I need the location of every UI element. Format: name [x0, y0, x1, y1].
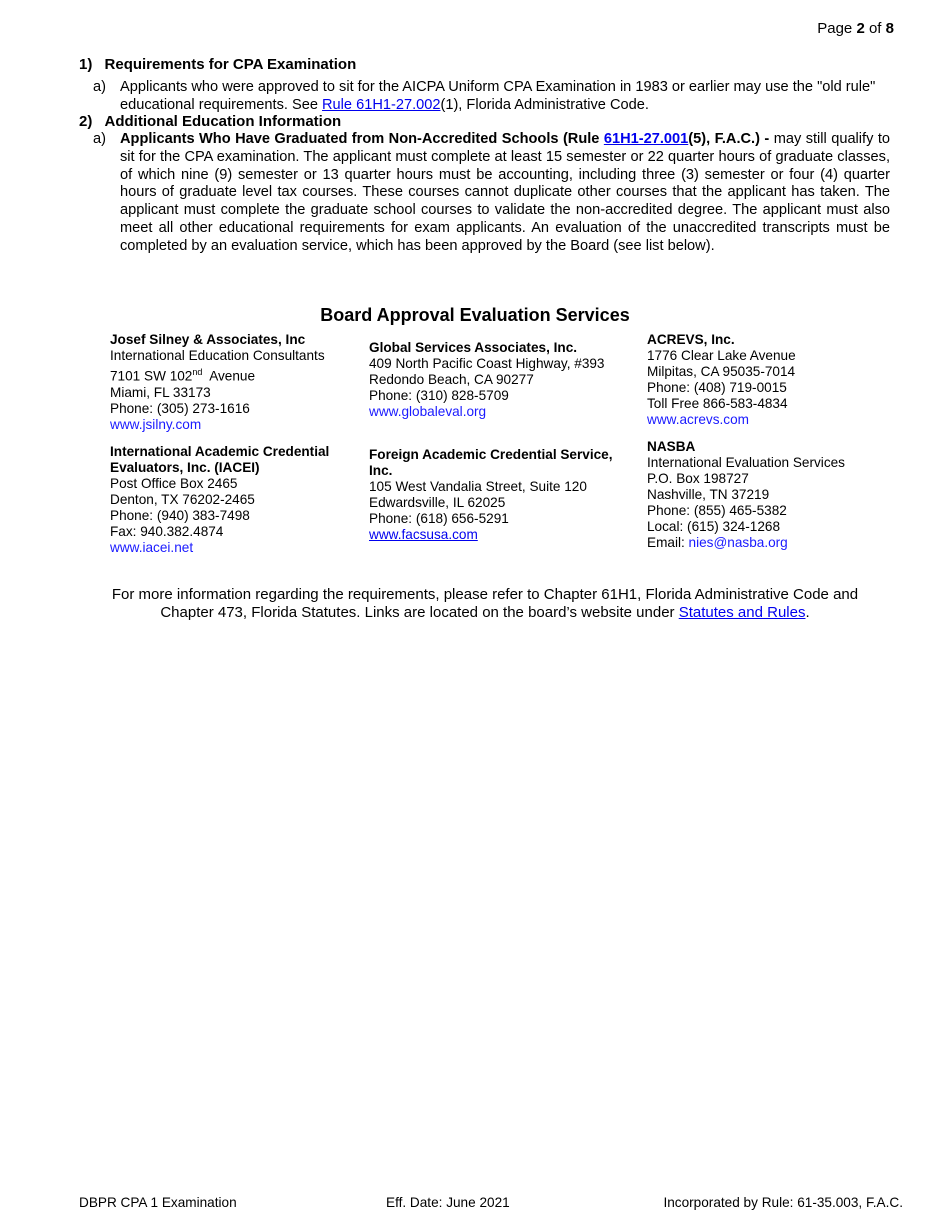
service-column-1: Josef Silney & Associates, Inc International Education Consultants 7101 SW 102nd Avenue Miami, FL 33173 Phone: (305) 273-1616 www.jsilny.com International Academic Credential Evaluators, Inc. (IACEI) Post Office Box 2465 Denton, TX 76202-2465 Phone: (940) 383-7498 Fax: 940.382.4874 www.iacei.net: [110, 332, 360, 556]
facs-name: Foreign Academic Credential Service, Inc.: [369, 447, 613, 478]
section1-item-a-text: Applicants who were approved to sit for the AICPA Uniform CPA Examination in 1983 or earlier may use the "old rule" educational requirements. See Rule 61H1-27.002(1), Florida Administrative Code.: [120, 79, 876, 113]
jsilny-website-link[interactable]: www.jsilny.com: [110, 416, 202, 432]
nasba-email: Email: nies@nasba.org: [647, 535, 788, 550]
iacei-website-link[interactable]: www.iacei.net: [110, 539, 194, 555]
section1-heading: 1) Requirements for CPA Examination: [79, 56, 357, 73]
jsilny-name: Josef Silney & Associates, Inc: [110, 332, 306, 347]
statutes-and-rules-link[interactable]: Statutes and Rules: [678, 604, 806, 621]
nasba-name: NASBA: [647, 439, 696, 454]
service-column-3: ACREVS, Inc. 1776 Clear Lake Avenue Milpitas, CA 95035-7014 Phone: (408) 719-0015 Toll Free 866-583-4834 www.acrevs.com NASBA International Evaluation Services P.O. Box 198727 Nashville, TN 37219 Phone: (855) 465-5382 Local: (615) 324-1268 Email: nies@nasba.org: [647, 332, 887, 551]
footer-form-id: DBPR CPA 1 Examination: [79, 1195, 237, 1210]
rule-61h1-27-001-link[interactable]: 61H1-27.001: [603, 131, 689, 147]
global-website-link[interactable]: www.globaleval.org: [369, 404, 487, 419]
footer-incorporated-rule: Incorporated by Rule: 61-35.003, F.A.C.: [663, 1195, 903, 1210]
footer-effective-date: Eff. Date: June 2021: [386, 1195, 510, 1210]
nasba-email-link[interactable]: nies@nasba.org: [688, 535, 788, 550]
closing-paragraph: For more information regarding the requirements, please refer to Chapter 61H1, Florida Administrative Code and Chapter 473, Florida Statutes. Links are located on the board’s website under Statutes and Rules.: [111, 586, 859, 621]
global-name: Global Services Associates, Inc.: [369, 340, 578, 355]
section2-item-a-text: Applicants Who Have Graduated from Non-Accredited Schools (Rule 61H1-27.001(5), F.A.C.) - may still qualify to sit for the CPA examination. The applicant must complete at least 15 semester or 22 quarter hours of graduate classes, of which nine (9) semester or 13 quarter hours must be accounting, including three (3) semester or four (4) quarter hours of graduate level tax courses. These courses cannot duplicate other courses that the applicant has taken. The applicant must complete the graduate school courses to validate the non-accredited degree. The applicant must also meet all other educational requirements for exam applicants. An evaluation of the unaccredited transcripts must be completed by an evaluation service, which has been approved by the Board (see list below).: [120, 131, 890, 254]
acrevs-name: ACREVS, Inc.: [647, 332, 735, 347]
jsilny-address: 7101 SW 102nd Avenue: [110, 367, 256, 384]
service-column-2: Global Services Associates, Inc. 409 North Pacific Coast Highway, #393 Redondo Beach, CA 90277 Phone: (310) 828-5709 www.globaleval.org Foreign Academic Credential Service, Inc. 105 West Vandalia Street, Suite 120 Edwardsville, IL 62025 Phone: (618) 656-5291 www.facsusa.com: [369, 340, 634, 543]
services-title: Board Approval Evaluation Services: [320, 305, 630, 325]
section1-item-a-marker: a): [93, 79, 106, 95]
section2-heading: 2) Additional Education Information: [79, 113, 342, 130]
acrevs-website-link[interactable]: www.acrevs.com: [647, 412, 749, 427]
rule-61h1-27-002-link[interactable]: Rule 61H1-27.002: [322, 96, 441, 113]
page-number: Page 2 of 8: [817, 20, 894, 37]
facs-website-link[interactable]: www.facsusa.com: [369, 527, 478, 542]
section2-item-a-marker: a): [93, 131, 106, 147]
iacei-name: International Academic Credential Evaluators, Inc. (IACEI): [110, 443, 330, 475]
